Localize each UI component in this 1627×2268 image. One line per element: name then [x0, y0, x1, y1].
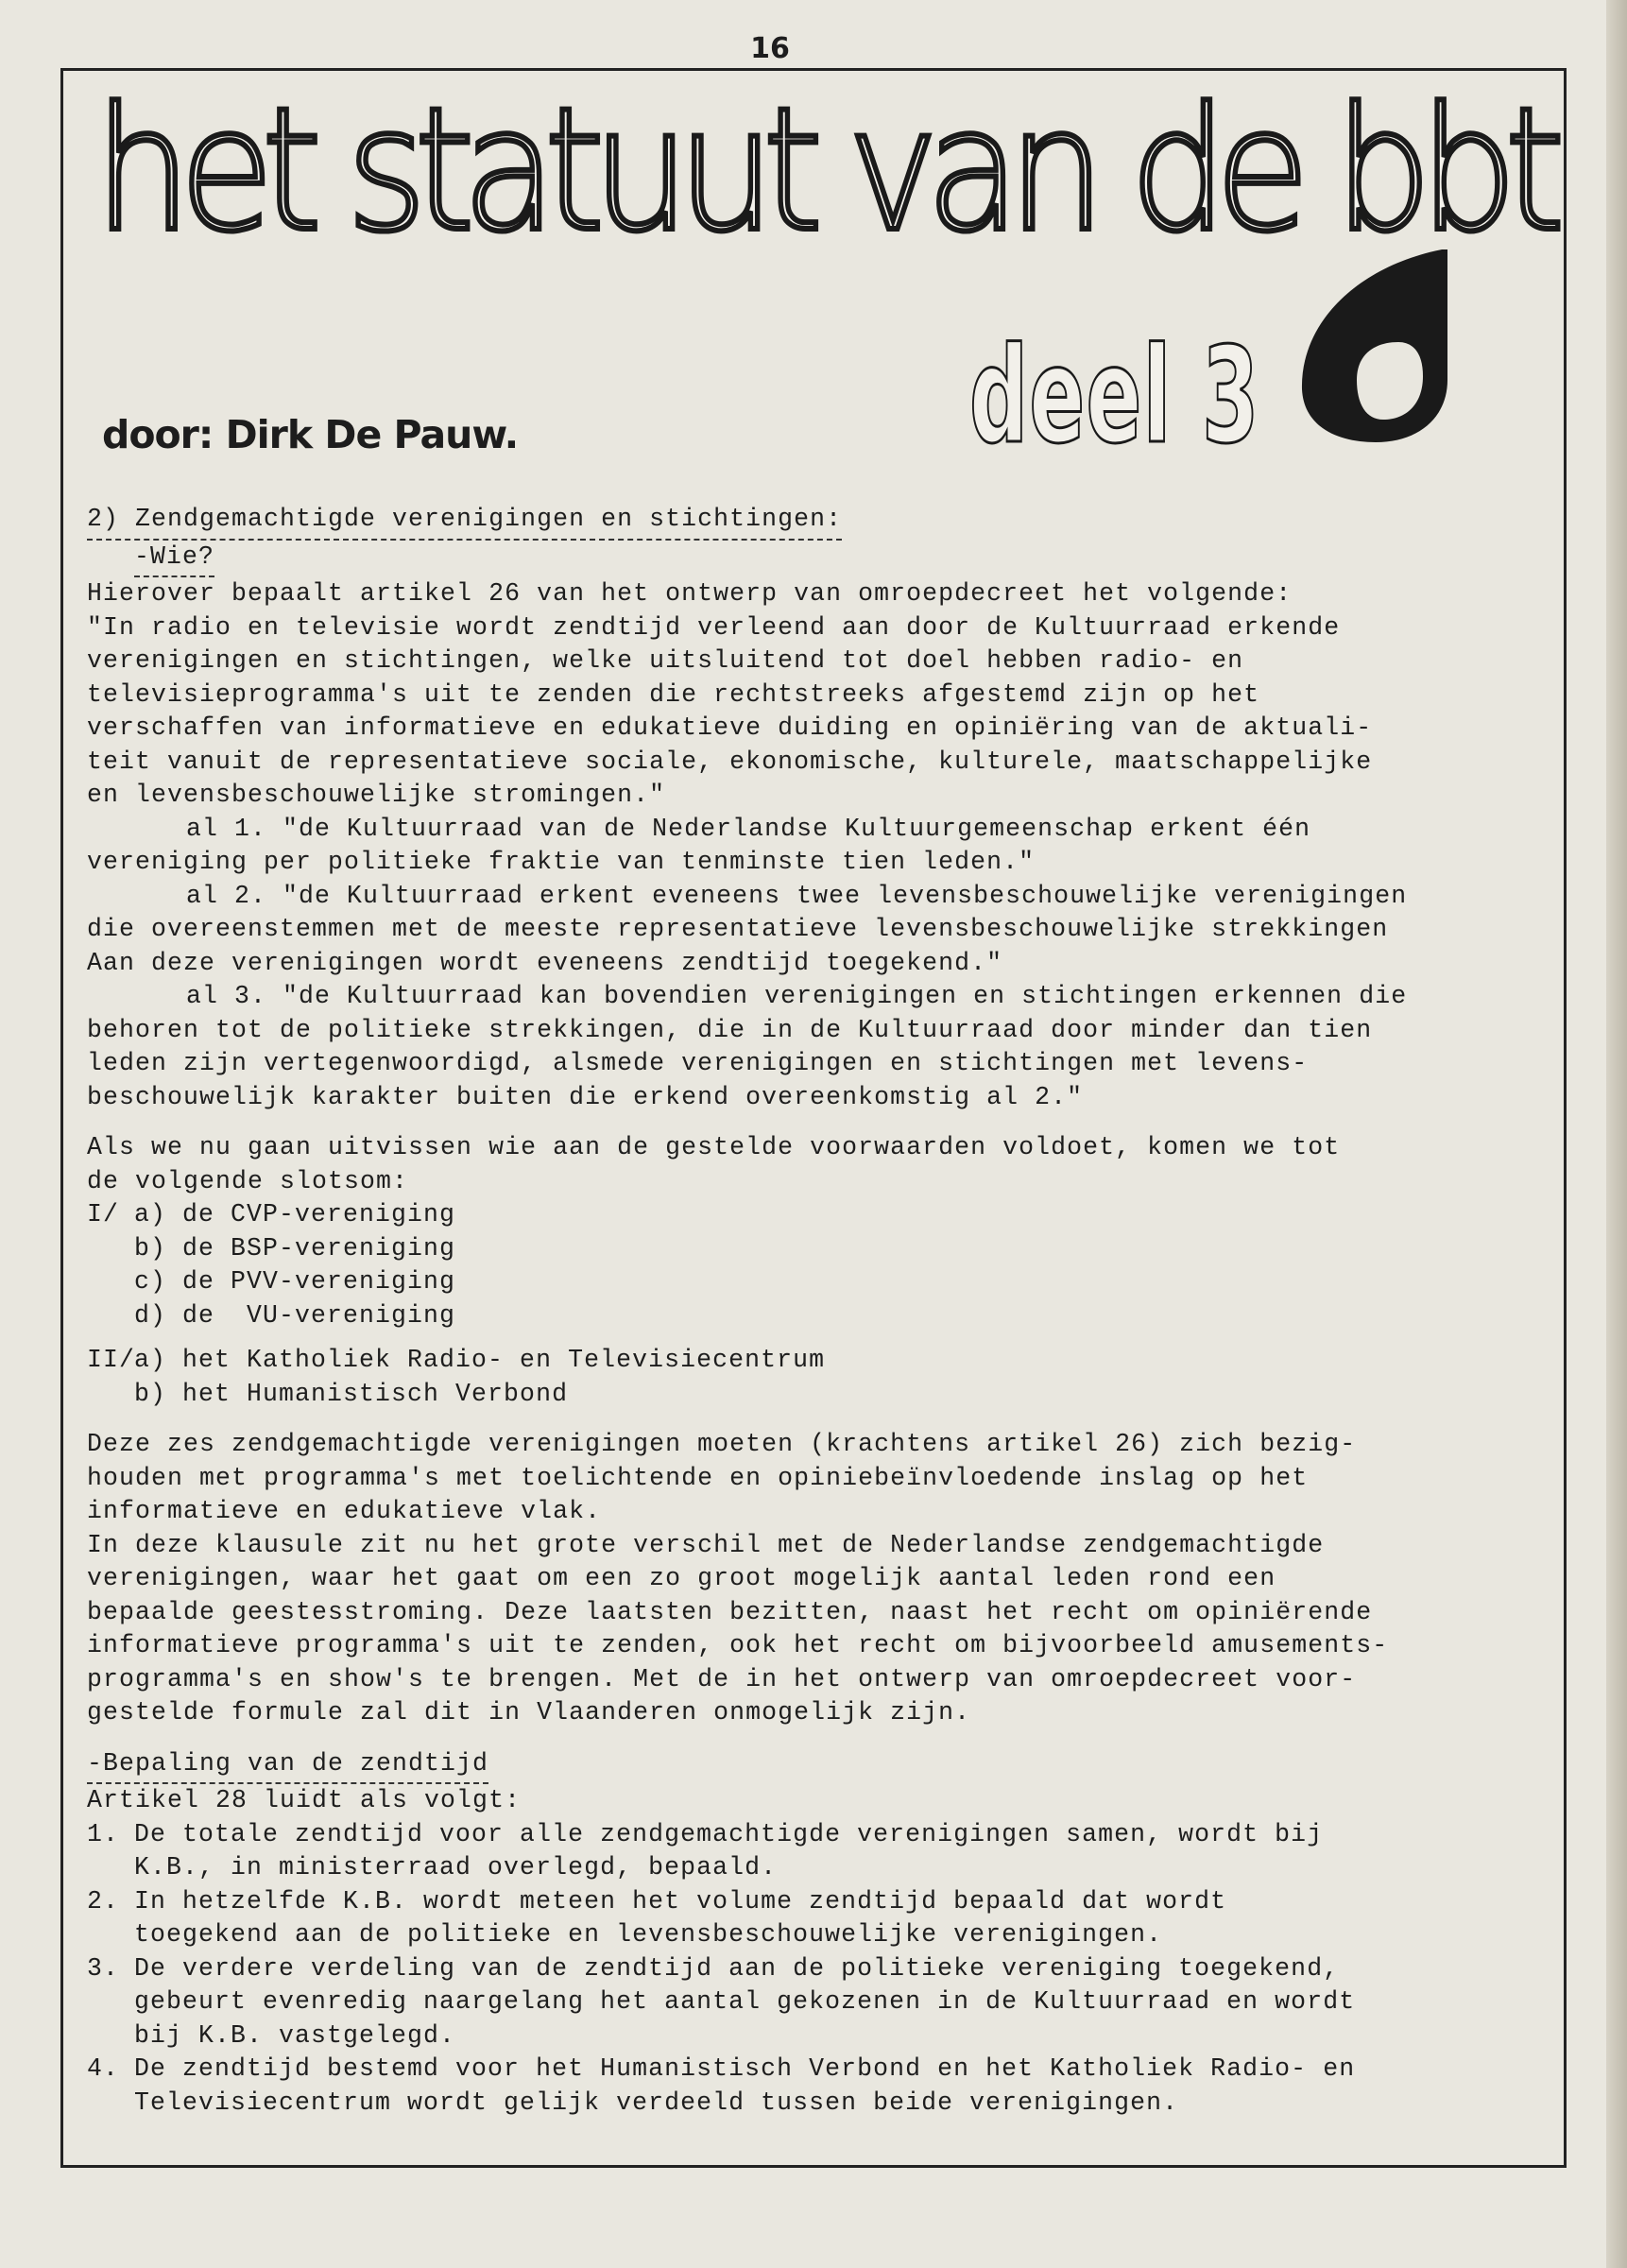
article28-line: K.B., in ministerraad overlegd, bepaald.: [134, 1853, 778, 1881]
al3-line: beschouwelijk karakter buiten die erkend overeenkomstig al 2.": [87, 1082, 1084, 1111]
group2-item: a) het Katholiek Radio- en Televisiecentrum: [134, 1346, 826, 1374]
discussion-paragraph: [87, 1428, 1542, 1730]
group2-item: b) het Humanistisch Verbond: [134, 1379, 569, 1408]
al1-line: vereniging per politieke fraktie van tenminste tien leden.": [87, 848, 1036, 876]
page-edge: [1606, 0, 1627, 2268]
intro-line: verenigingen en stichtingen, welke uitsluitend tot doel hebben radio- en: [87, 646, 1244, 675]
group1-list: [87, 1198, 1542, 1332]
al2-line: al 2. "de Kultuurraad erkent eveneens twee levensbeschouwelijke verenigingen: [186, 881, 1408, 910]
al3-line: behoren tot de politieke strekkingen, die in de Kultuurraad door minder dan tien: [87, 1015, 1373, 1044]
discussion-line: bepaalde geestesstroming. Deze laatsten bezitten, naast het recht om opiniërende: [87, 1597, 1373, 1626]
article28-line: bij K.B. vastgelegd.: [134, 2020, 456, 2050]
group1-item: b) de BSP-vereniging: [134, 1233, 456, 1263]
discussion-line: informatieve en edukatieve vlak.: [87, 1497, 602, 1525]
article28-list: [87, 1818, 1542, 2121]
part-label: deel 3: [969, 319, 1260, 473]
masthead-title: het statuut van de bbt: [94, 72, 1553, 269]
intro-line: "In radio en televisie wordt zendtijd verleend aan door de Kultuurraad erkende: [87, 612, 1341, 642]
al2-line: die overeenstemmen met de meeste representatieve levensbeschouwelijke strekkingen: [87, 915, 1389, 943]
article28-line: gebeurt evenredig naargelang het aantal gekozenen in de Kultuurraad en wordt: [134, 1987, 1356, 2016]
article28-item: [87, 1818, 1542, 1885]
conclusion-paragraph: [87, 1131, 1542, 1198]
paragraph-al3: [87, 980, 1542, 1114]
discussion-line: informatieve programma's uit te zenden, ook het recht om bijvoorbeeld amusements-: [87, 1631, 1389, 1659]
intro-line: en levensbeschouwelijke stromingen.": [87, 781, 666, 809]
article28-number: 3.: [87, 1953, 120, 1983]
article-body: [87, 503, 1542, 2120]
group1-item: d) de VU-vereniging: [134, 1300, 456, 1330]
discussion-line: In deze klausule zit nu het grote verschil met de Nederlandse zendgemachtigde: [87, 1530, 1325, 1559]
discussion-line: houden met programma's met toelichtende en opiniebeïnvloedende inslag op het: [87, 1463, 1309, 1492]
intro-line: Hierover bepaalt artikel 26 van het ontwerp van omroepdecreet het volgende:: [87, 579, 1293, 608]
group1-label: I/: [87, 1200, 120, 1228]
discussion-line: programma's en show's te brengen. Met de in het ontwerp van omroepdecreet voor-: [87, 1664, 1357, 1693]
article28-number: 2.: [87, 1886, 120, 1916]
section-heading: 2) Zendgemachtigde verenigingen en stichtingen:: [87, 503, 1542, 541]
article28-line: In hetzelfde K.B. wordt meteen het volume zendtijd bepaald dat wordt: [134, 1886, 1227, 1916]
byline: door: Dirk De Pauw.: [102, 412, 519, 457]
article28-item: [87, 2053, 1542, 2120]
intro-line: teit vanuit de representatieve sociale, ekonomische, kulturele, maatschappelijke: [87, 747, 1373, 776]
al3-line: leden zijn vertegenwoordigd, alsmede verenigingen en stichtingen met levens-: [87, 1049, 1309, 1077]
subheading-who: -Wie?: [87, 541, 1542, 578]
al2-line: Aan deze verenigingen wordt eveneens zendtijd toegekend.": [87, 948, 1003, 977]
al3-line: al 3. "de Kultuurraad kan bovendien verenigingen en stichtingen erkennen die: [186, 982, 1408, 1010]
discussion-line: gestelde formule zal dit in Vlaanderen onmogelijk zijn.: [87, 1698, 971, 1727]
paragraph-al2: [87, 880, 1542, 981]
discussion-line: Deze zes zendgemachtigde verenigingen moeten (krachtens artikel 26) zich bezig-: [87, 1430, 1357, 1458]
subheading-airtime: -Bepaling van de zendtijd: [87, 1747, 1542, 1785]
intro-paragraph: [87, 577, 1542, 813]
article28-number: 4.: [87, 2054, 120, 2083]
al1-line: al 1. "de Kultuurraad van de Nederlandse Kultuurgemeenschap erkent één: [186, 814, 1311, 843]
article28-line: De zendtijd bestemd voor het Humanistisch Verbond en het Katholiek Radio- en: [134, 2054, 1356, 2083]
article28-number: 1.: [87, 1819, 120, 1848]
group1-item: a) de CVP-vereniging: [134, 1200, 456, 1228]
article28-intro: Artikel 28 luidt als volgt:: [87, 1786, 522, 1814]
article28-line: Televisiecentrum wordt gelijk verdeeld tussen beide verenigingen.: [134, 2088, 1179, 2117]
article28-line: De totale zendtijd voor alle zendgemachtigde verenigingen samen, wordt bij: [134, 1819, 1324, 1848]
group1-item: c) de PVV-vereniging: [134, 1267, 456, 1296]
conclusion-line: de volgende slotsom:: [87, 1166, 409, 1195]
intro-line: verschaffen van informatieve en edukatieve duiding en opiniëring van de aktuali-: [87, 713, 1373, 742]
page-number: 16: [750, 32, 790, 65]
intro-line: televisieprogramma's uit te zenden die rechtstreeks afgestemd zijn op het: [87, 679, 1260, 709]
article28-item: [87, 1885, 1542, 1952]
part-emblem-icon: [1300, 248, 1451, 444]
conclusion-line: Als we nu gaan uitvissen wie aan de gestelde voorwaarden voldoet, komen we tot: [87, 1133, 1341, 1161]
article28-line: toegekend aan de politieke en levensbeschouwelijke verenigingen.: [134, 1920, 1163, 1949]
article28-item: [87, 1952, 1542, 2053]
article28-line: De verdere verdeling van de zendtijd aan de politieke vereniging toegekend,: [134, 1953, 1340, 1983]
discussion-line: verenigingen, waar het gaat om een zo groot mogelijk aantal leden rond een: [87, 1564, 1276, 1592]
paragraph-al1: [87, 813, 1542, 880]
group2-list: [87, 1344, 1542, 1411]
group2-label: II/: [87, 1346, 136, 1374]
